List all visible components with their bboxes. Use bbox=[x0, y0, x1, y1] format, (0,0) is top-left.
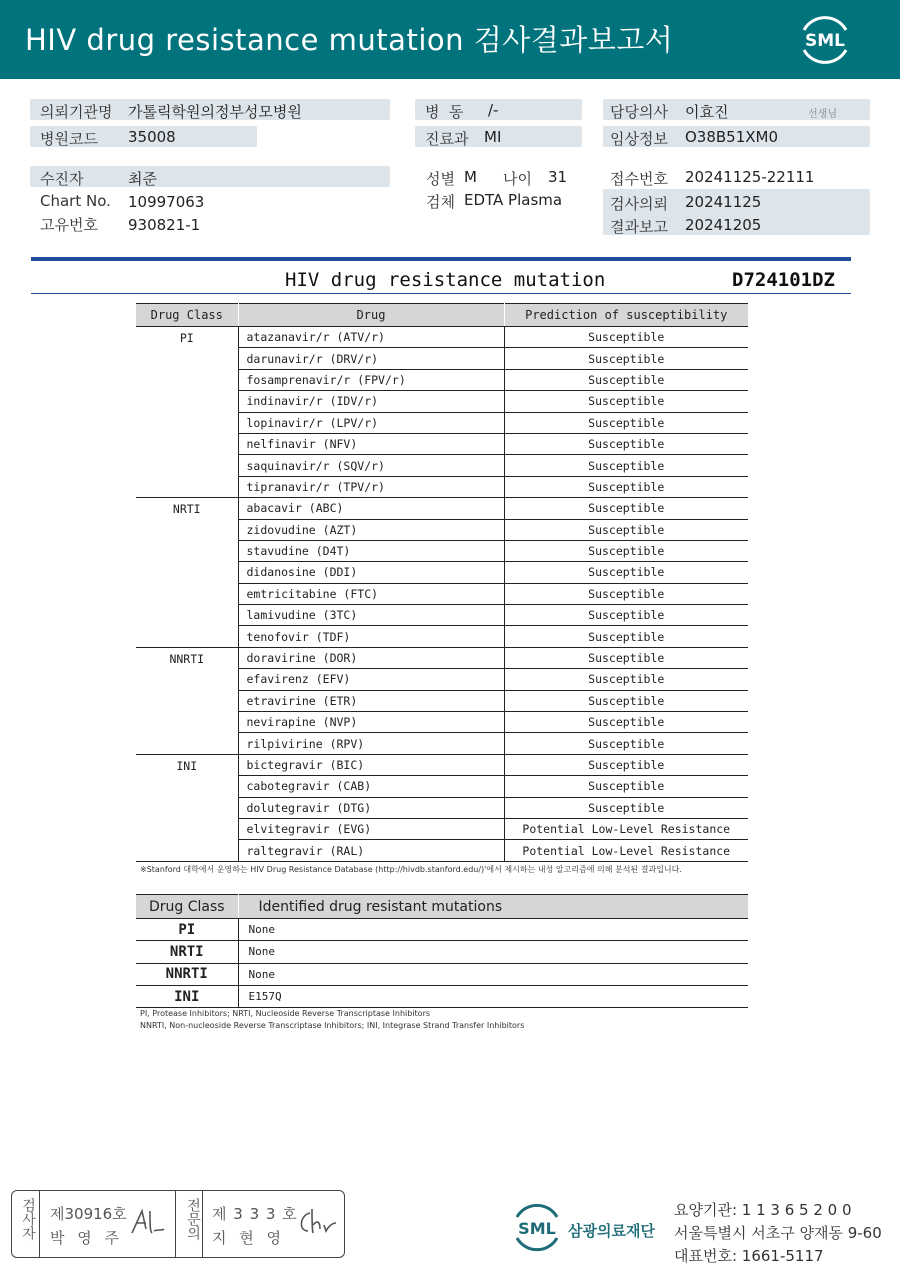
sex-label: 성별 bbox=[426, 170, 455, 188]
chart-value: 10997063 bbox=[128, 193, 205, 211]
title-rule-top bbox=[31, 257, 851, 261]
sex-value: M bbox=[464, 168, 477, 186]
footnote: ※Stanford 대학에서 운영하는 HIV Drug Resistance Database (http://hivdb.stanford.edu/)'에서 제시하는 내성 알고리즘에 의해 분석된 결과입니다. bbox=[140, 865, 682, 874]
care-institution: 요양기관: 1 1 3 6 5 2 0 0 bbox=[674, 1201, 852, 1219]
foundation-logo-icon bbox=[510, 1201, 564, 1253]
signature-divider-2 bbox=[175, 1191, 176, 1257]
doctor-label: 담당의사 bbox=[610, 103, 668, 121]
mutation-table bbox=[136, 894, 748, 1008]
prediction-cell: Susceptible bbox=[504, 412, 748, 433]
drug-cell: didanosine (DDI) bbox=[238, 562, 504, 583]
examiner-signature-icon bbox=[128, 1205, 166, 1239]
mutation-class-cell: NNRTI bbox=[136, 963, 238, 985]
report-value: 20241205 bbox=[685, 216, 762, 234]
mutation-class-cell: INI bbox=[136, 985, 238, 1007]
signature-divider-1 bbox=[39, 1191, 40, 1257]
prediction-cell: Susceptible bbox=[504, 754, 748, 775]
examiner-label: 검사자 bbox=[20, 1198, 36, 1240]
dept-value: MI bbox=[484, 128, 502, 146]
drug-cell: indinavir/r (IDV/r) bbox=[238, 391, 504, 412]
signature-box bbox=[11, 1190, 345, 1258]
specialist-number: 제 3 3 3 호 bbox=[212, 1205, 298, 1223]
prediction-cell: Susceptible bbox=[504, 348, 748, 369]
table-row bbox=[136, 754, 748, 775]
table-row bbox=[136, 327, 748, 348]
patient-label: 수진자 bbox=[40, 170, 84, 188]
drug-cell: dolutegravir (DTG) bbox=[238, 797, 504, 818]
report-header-title: HIV drug resistance mutation 검사결과보고서 bbox=[25, 23, 674, 57]
drug-cell: lopinavir/r (LPV/r) bbox=[238, 412, 504, 433]
table-row bbox=[136, 498, 748, 519]
signature-divider-3 bbox=[202, 1191, 203, 1257]
chart-label: Chart No. bbox=[40, 192, 111, 210]
abbreviations-line-2: NNRTI, Non-nucleoside Reverse Transcriptase Inhibitors; INI, Integrase Strand Transfer Inhibitors bbox=[140, 1021, 525, 1030]
specimen-label: 검체 bbox=[426, 193, 455, 211]
unique-value: 930821-1 bbox=[128, 216, 201, 234]
hospital-code-value: 35008 bbox=[128, 128, 176, 146]
prediction-cell: Susceptible bbox=[504, 776, 748, 797]
drug-class-cell: NNRTI bbox=[136, 647, 238, 754]
receipt-label: 접수번호 bbox=[610, 170, 668, 188]
sml-logo-icon bbox=[796, 14, 854, 64]
drug-cell: efavirenz (EFV) bbox=[238, 669, 504, 690]
title-rule-bottom bbox=[31, 293, 851, 294]
prediction-cell: Susceptible bbox=[504, 712, 748, 733]
prediction-cell: Susceptible bbox=[504, 540, 748, 561]
prediction-cell: Susceptible bbox=[504, 669, 748, 690]
drug-cell: lamivudine (3TC) bbox=[238, 605, 504, 626]
prediction-cell: Susceptible bbox=[504, 797, 748, 818]
prediction-cell: Potential Low-Level Resistance bbox=[504, 840, 748, 861]
drug-cell: nevirapine (NVP) bbox=[238, 712, 504, 733]
drug-cell: atazanavir/r (ATV/r) bbox=[238, 327, 504, 348]
prediction-cell: Susceptible bbox=[504, 369, 748, 390]
prediction-cell: Susceptible bbox=[504, 519, 748, 540]
drug-cell: raltegravir (RAL) bbox=[238, 840, 504, 861]
clinical-label: 임상정보 bbox=[610, 130, 668, 148]
prediction-cell: Susceptible bbox=[504, 433, 748, 454]
drug-cell: zidovudine (AZT) bbox=[238, 519, 504, 540]
drug-class-cell: INI bbox=[136, 754, 238, 861]
institution-value: 가톨릭학원의정부성모병원 bbox=[128, 103, 302, 121]
request-label: 검사의뢰 bbox=[610, 195, 668, 213]
prediction-cell: Susceptible bbox=[504, 626, 748, 647]
examiner-name: 박 영 주 bbox=[50, 1229, 124, 1247]
prediction-cell: Susceptible bbox=[504, 455, 748, 476]
drug-cell: emtricitabine (FTC) bbox=[238, 583, 504, 604]
prediction-cell: Potential Low-Level Resistance bbox=[504, 818, 748, 839]
specialist-name: 지 현 영 bbox=[212, 1229, 286, 1247]
phone: 대표번호: 1661-5117 bbox=[674, 1247, 824, 1265]
table-row bbox=[136, 985, 748, 1007]
doctor-suffix: 선생님 bbox=[808, 109, 837, 120]
mutation-value-cell: E157Q bbox=[238, 985, 748, 1007]
receipt-value: 20241125-22111 bbox=[685, 168, 815, 186]
susceptibility-header-row bbox=[136, 304, 748, 327]
prediction-cell: Susceptible bbox=[504, 647, 748, 668]
table-row bbox=[136, 647, 748, 668]
drug-cell: darunavir/r (DRV/r) bbox=[238, 348, 504, 369]
drug-cell: bictegravir (BIC) bbox=[238, 754, 504, 775]
foundation-logo-text: SML bbox=[518, 1219, 556, 1238]
prediction-cell: Susceptible bbox=[504, 391, 748, 412]
age-value: 31 bbox=[548, 168, 568, 186]
mutation-value-cell: None bbox=[238, 963, 748, 985]
doctor-value: 이효진 bbox=[685, 103, 729, 121]
drug-cell: rilpivirine (RPV) bbox=[238, 733, 504, 754]
mutation-header-row bbox=[136, 895, 748, 919]
institution-label: 의뢰기관명 bbox=[40, 103, 113, 121]
prediction-cell: Susceptible bbox=[504, 498, 748, 519]
clinical-value: O38B51XM0 bbox=[685, 128, 779, 146]
specialist-signature-icon bbox=[296, 1205, 338, 1239]
header-drug: Drug bbox=[238, 304, 504, 327]
drug-cell: fosamprenavir/r (FPV/r) bbox=[238, 369, 504, 390]
header-prediction: Prediction of susceptibility bbox=[504, 304, 748, 327]
mutation-value-cell: None bbox=[238, 941, 748, 963]
patient-pill bbox=[30, 166, 390, 187]
patient-value: 최준 bbox=[128, 170, 157, 188]
drug-cell: tenofovir (TDF) bbox=[238, 626, 504, 647]
request-value: 20241125 bbox=[685, 193, 762, 211]
drug-class-cell: NRTI bbox=[136, 498, 238, 648]
sml-logo-text: SML bbox=[805, 31, 845, 51]
prediction-cell: Susceptible bbox=[504, 476, 748, 497]
drug-class-cell: PI bbox=[136, 327, 238, 498]
unique-label: 고유번호 bbox=[40, 216, 98, 234]
header-drug-class: Drug Class bbox=[136, 304, 238, 327]
drug-cell: abacavir (ABC) bbox=[238, 498, 504, 519]
mutation-class-cell: NRTI bbox=[136, 941, 238, 963]
table-row bbox=[136, 963, 748, 985]
drug-cell: doravirine (DOR) bbox=[238, 647, 504, 668]
drug-cell: tipranavir/r (TPV/r) bbox=[238, 476, 504, 497]
specimen-value: EDTA Plasma bbox=[464, 191, 563, 209]
mutation-header-class: Drug Class bbox=[136, 895, 238, 919]
address: 서울특별시 서초구 양재동 9-60 bbox=[674, 1224, 882, 1242]
susceptibility-table bbox=[136, 303, 748, 862]
report-title: HIV drug resistance mutation bbox=[285, 269, 606, 291]
drug-cell: cabotegravir (CAB) bbox=[238, 776, 504, 797]
report-label: 결과보고 bbox=[610, 218, 668, 236]
drug-cell: etravirine (ETR) bbox=[238, 690, 504, 711]
abbreviations bbox=[140, 1008, 524, 1032]
abbreviations-line-1: PI, Protease Inhibitors; NRTI, Nucleoside Reverse Transcriptase Inhibitors bbox=[140, 1009, 431, 1018]
ward-label: 병 동 bbox=[425, 103, 464, 121]
prediction-cell: Susceptible bbox=[504, 733, 748, 754]
prediction-cell: Susceptible bbox=[504, 605, 748, 626]
table-row bbox=[136, 941, 748, 963]
prediction-cell: Susceptible bbox=[504, 690, 748, 711]
ward-value: /- bbox=[488, 101, 499, 119]
mutation-value-cell: None bbox=[238, 919, 748, 941]
table-row bbox=[136, 919, 748, 941]
prediction-cell: Susceptible bbox=[504, 562, 748, 583]
prediction-cell: Susceptible bbox=[504, 583, 748, 604]
examiner-number: 제30916호 bbox=[50, 1205, 127, 1223]
report-code: D724101DZ bbox=[732, 269, 835, 291]
drug-cell: nelfinavir (NFV) bbox=[238, 433, 504, 454]
dept-label: 진료과 bbox=[425, 130, 469, 148]
report-header bbox=[0, 0, 900, 79]
mutation-class-cell: PI bbox=[136, 919, 238, 941]
drug-cell: saquinavir/r (SQV/r) bbox=[238, 455, 504, 476]
age-label: 나이 bbox=[503, 170, 532, 188]
prediction-cell: Susceptible bbox=[504, 327, 748, 348]
drug-cell: stavudine (D4T) bbox=[238, 540, 504, 561]
drug-cell: elvitegravir (EVG) bbox=[238, 818, 504, 839]
hospital-code-label: 병원코드 bbox=[40, 130, 98, 148]
foundation-name: 삼광의료재단 bbox=[568, 1222, 655, 1240]
specialist-label: 전문의 bbox=[185, 1198, 201, 1240]
mutation-header-mutations: Identified drug resistant mutations bbox=[238, 895, 748, 919]
